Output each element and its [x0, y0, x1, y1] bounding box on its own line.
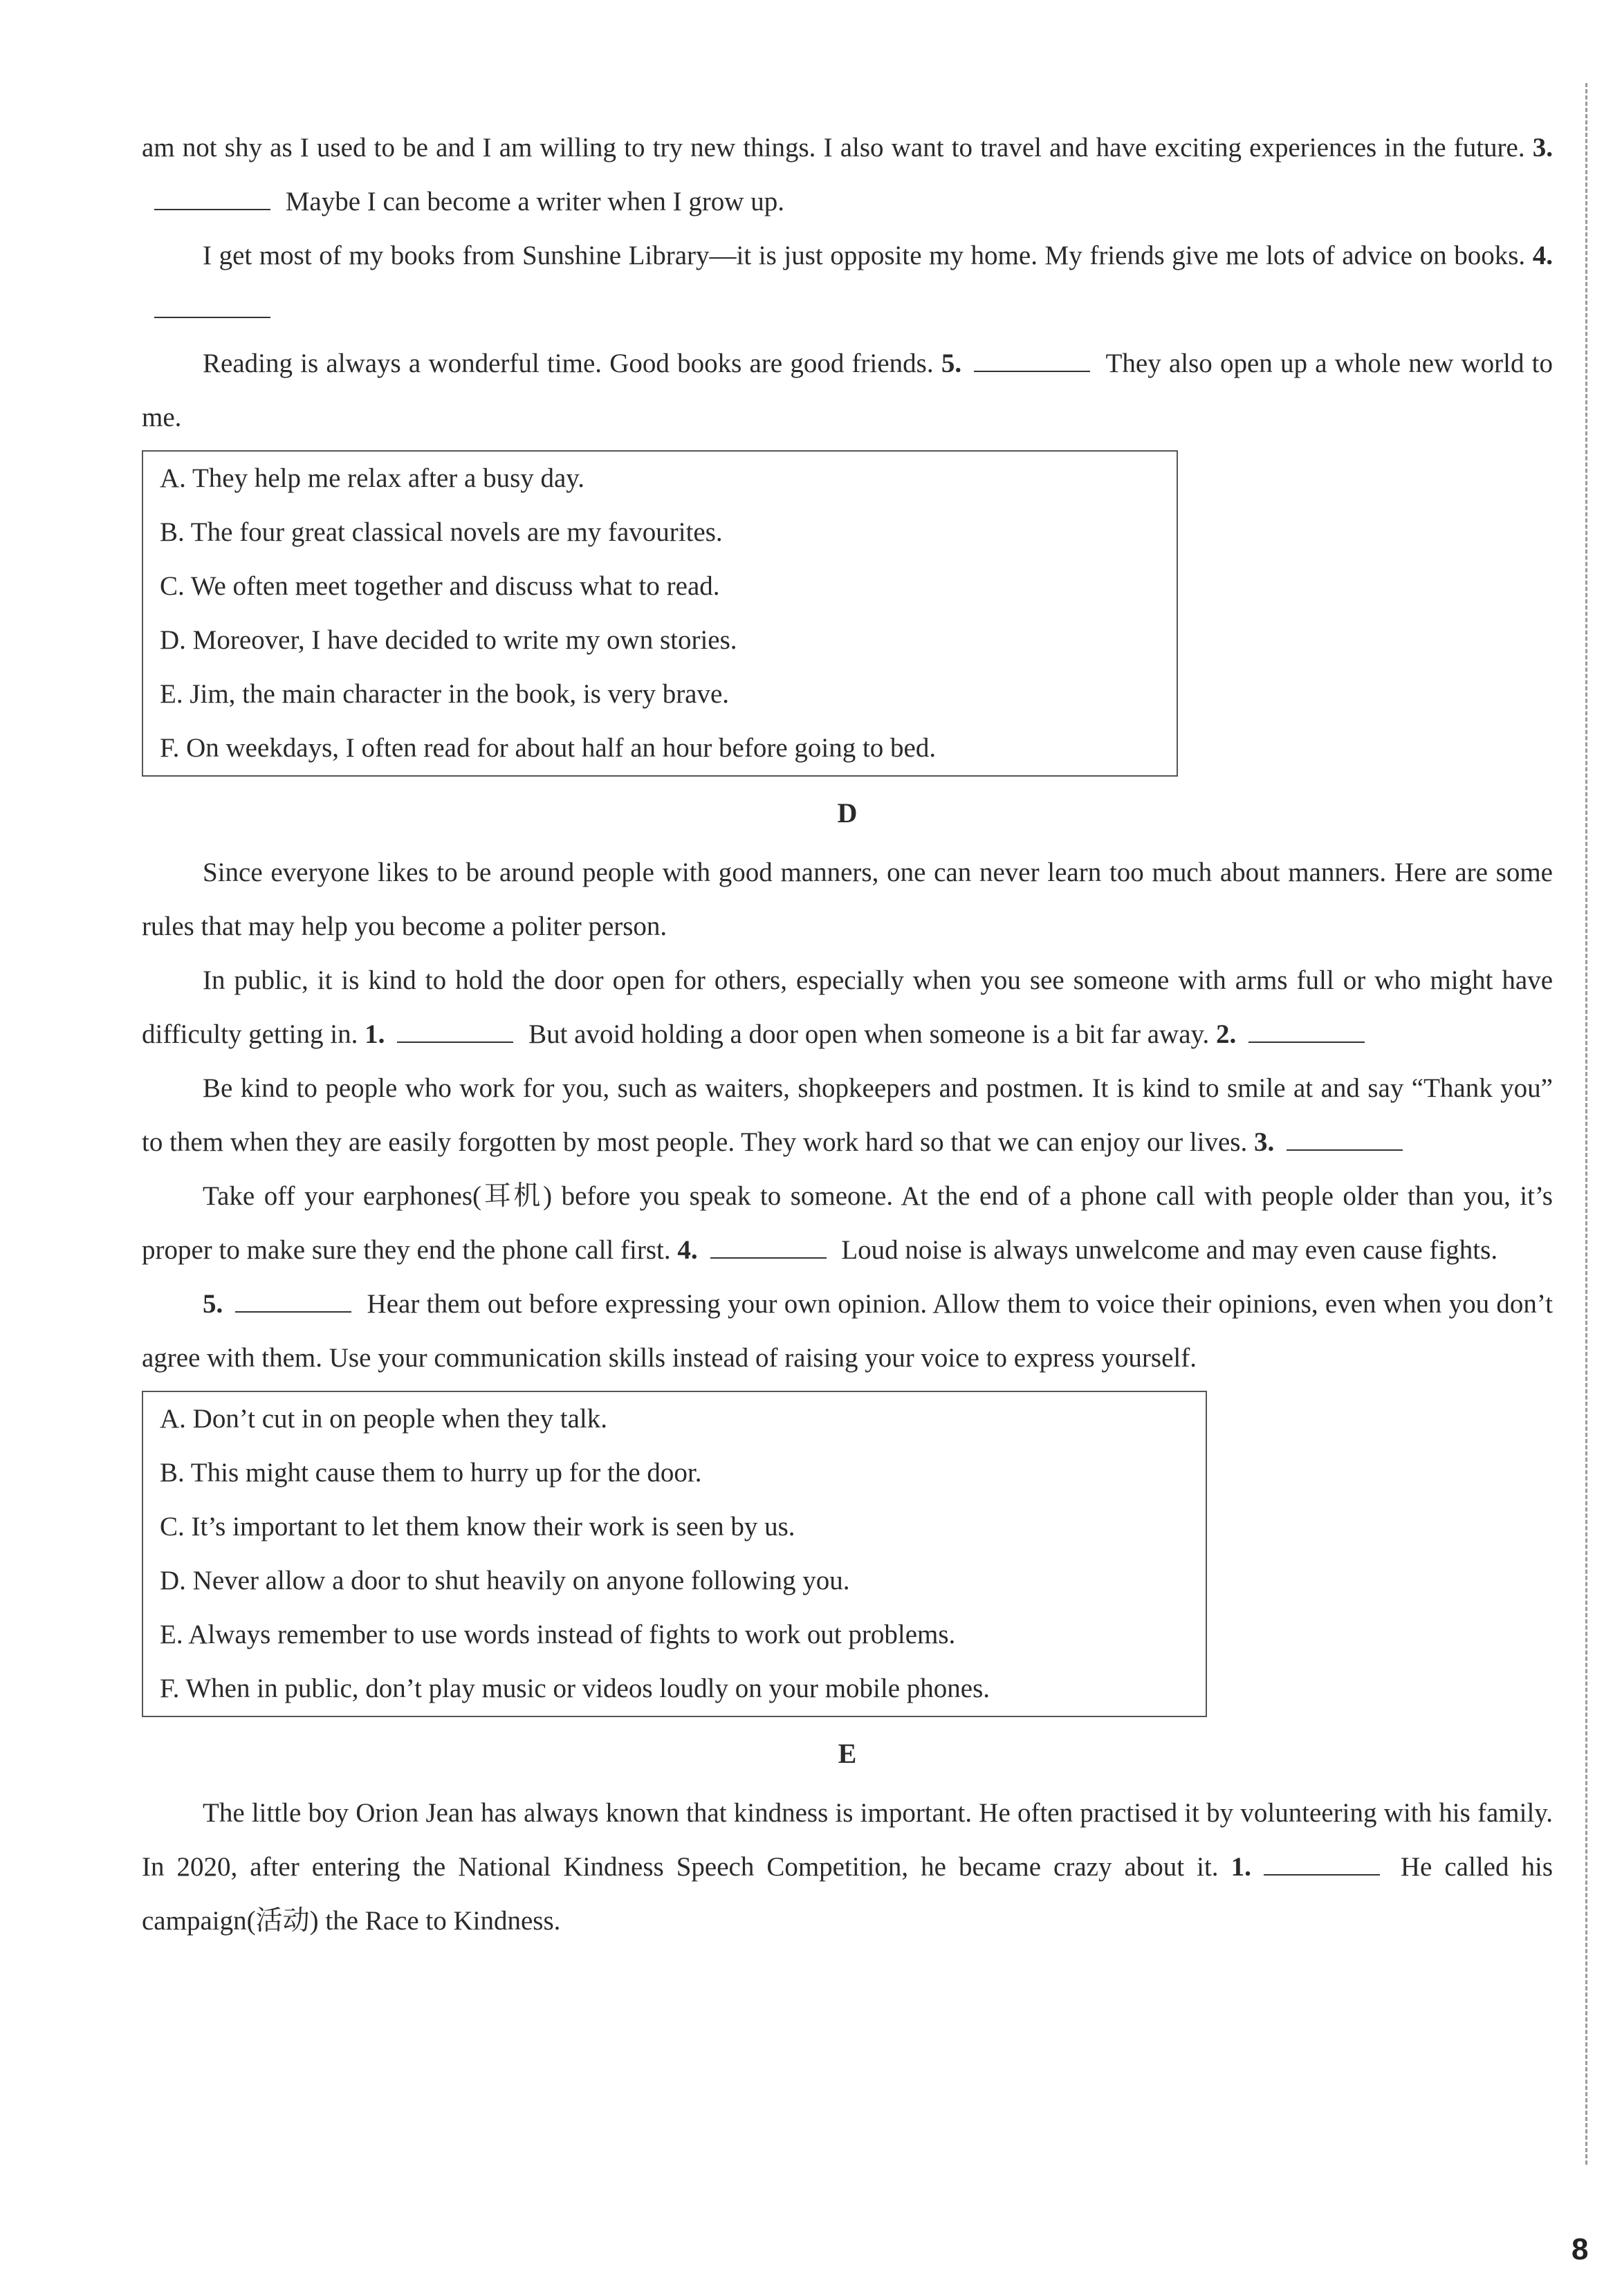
answer-blank[interactable]	[1287, 1126, 1403, 1151]
option-a: A. Don’t cut in on people when they talk.	[160, 1404, 607, 1434]
option-b: B. The four great classical novels are my favourites.	[160, 517, 723, 547]
option-c: C. We often meet together and discuss what to read.	[160, 571, 720, 601]
option-f: F. When in public, don’t play music or videos loudly on your mobile phones.	[160, 1674, 990, 1703]
option-d: D. Moreover, I have decided to write my own stories.	[160, 625, 737, 655]
option-b: B. This might cause them to hurry up for the door.	[160, 1458, 702, 1488]
question-number: 4.	[1532, 241, 1554, 270]
question-number: 4.	[677, 1235, 698, 1265]
page-number: 8	[1571, 2232, 1589, 2266]
section-d-options-box	[142, 1391, 1207, 1717]
section-d-paragraph-5: 5. Hear them out before expressing your own opinion. Allow them to voice their opinions, even when you don’t agree with them. Use your communication skills instead of raising your voice to express yourself.	[142, 1289, 1554, 1373]
answer-blank[interactable]	[710, 1234, 827, 1259]
option-e: E. Jim, the main character in the book, is very brave.	[160, 679, 730, 709]
section-c-paragraph-3: Reading is always a wonderful time. Good books are good friends. 5. They also open up a whole new world to me.	[142, 349, 1554, 432]
option-e: E. Always remember to use words instead of fights to work out problems.	[160, 1620, 956, 1649]
section-d-paragraph-2: In public, it is kind to hold the door open for others, especially when you see someone with arms full or who might have difficulty getting in. 1. But avoid holding a door open when someone is a bit far away. 2.	[142, 965, 1553, 1049]
option-f: F. On weekdays, I often read for about half an hour before going to bed.	[160, 733, 937, 763]
question-number: 3.	[1254, 1127, 1275, 1157]
question-number: 2.	[1216, 1019, 1237, 1049]
section-d-paragraph-1: Since everyone likes to be around people with good manners, one can never learn too much about manners. Here are some rules that may help you become a politer person.	[142, 858, 1553, 941]
answer-blank[interactable]	[235, 1288, 351, 1313]
section-d-paragraph-3: Be kind to people who work for you, such as waiters, shopkeepers and postmen. It is kind to smile at and say “Thank you” to them when they are easily forgotten by most people. They work hard so that we can enjoy our lives. 3.	[142, 1073, 1553, 1157]
answer-blank[interactable]	[154, 185, 270, 210]
answer-blank[interactable]	[974, 347, 1090, 372]
question-number: 1.	[1231, 1852, 1251, 1882]
section-e-paragraph-1: The little boy Orion Jean has always known that kindness is important. He often practised it by volunteering with his family. In 2020, after entering the National Kindness Speech Competition, he became crazy about it. 1. He called his campaign(活动) the Race to Kindness.	[142, 1798, 1554, 1936]
section-c-options-box	[142, 450, 1178, 777]
question-number: 5.	[203, 1289, 223, 1319]
section-c-paragraph-2: I get most of my books from Sunshine Library—it is just opposite my home. My friends give me lots of advice on books. 4.	[142, 229, 1553, 337]
answer-blank[interactable]	[397, 1018, 513, 1043]
answer-blank[interactable]	[154, 293, 270, 318]
question-number: 5.	[941, 349, 962, 378]
section-d-heading: D	[837, 797, 858, 828]
option-a: A. They help me relax after a busy day.	[160, 463, 585, 493]
option-c: C. It’s important to let them know their work is seen by us.	[160, 1512, 795, 1542]
answer-blank[interactable]	[1264, 1851, 1380, 1876]
binding-dashed-line	[1585, 83, 1587, 2165]
question-number: 1.	[365, 1019, 385, 1049]
text-column	[142, 121, 1553, 1948]
answer-blank[interactable]	[1248, 1018, 1365, 1043]
option-d: D. Never allow a door to shut heavily on anyone following you.	[160, 1566, 850, 1595]
section-e-heading: E	[838, 1738, 857, 1769]
section-c-paragraph-1: am not shy as I used to be and I am willing to try new things. I also want to travel and have exciting experiences in the future. 3. Maybe I can become a writer when I grow up.	[142, 133, 1554, 216]
section-d-paragraph-4: Take off your earphones(耳机) before you speak to someone. At the end of a phone call with people older than you, it’s proper to make sure they end the phone call first. 4. Loud noise is always unwelcome and may even cause fights.	[142, 1181, 1553, 1265]
question-number: 3.	[1532, 133, 1554, 163]
